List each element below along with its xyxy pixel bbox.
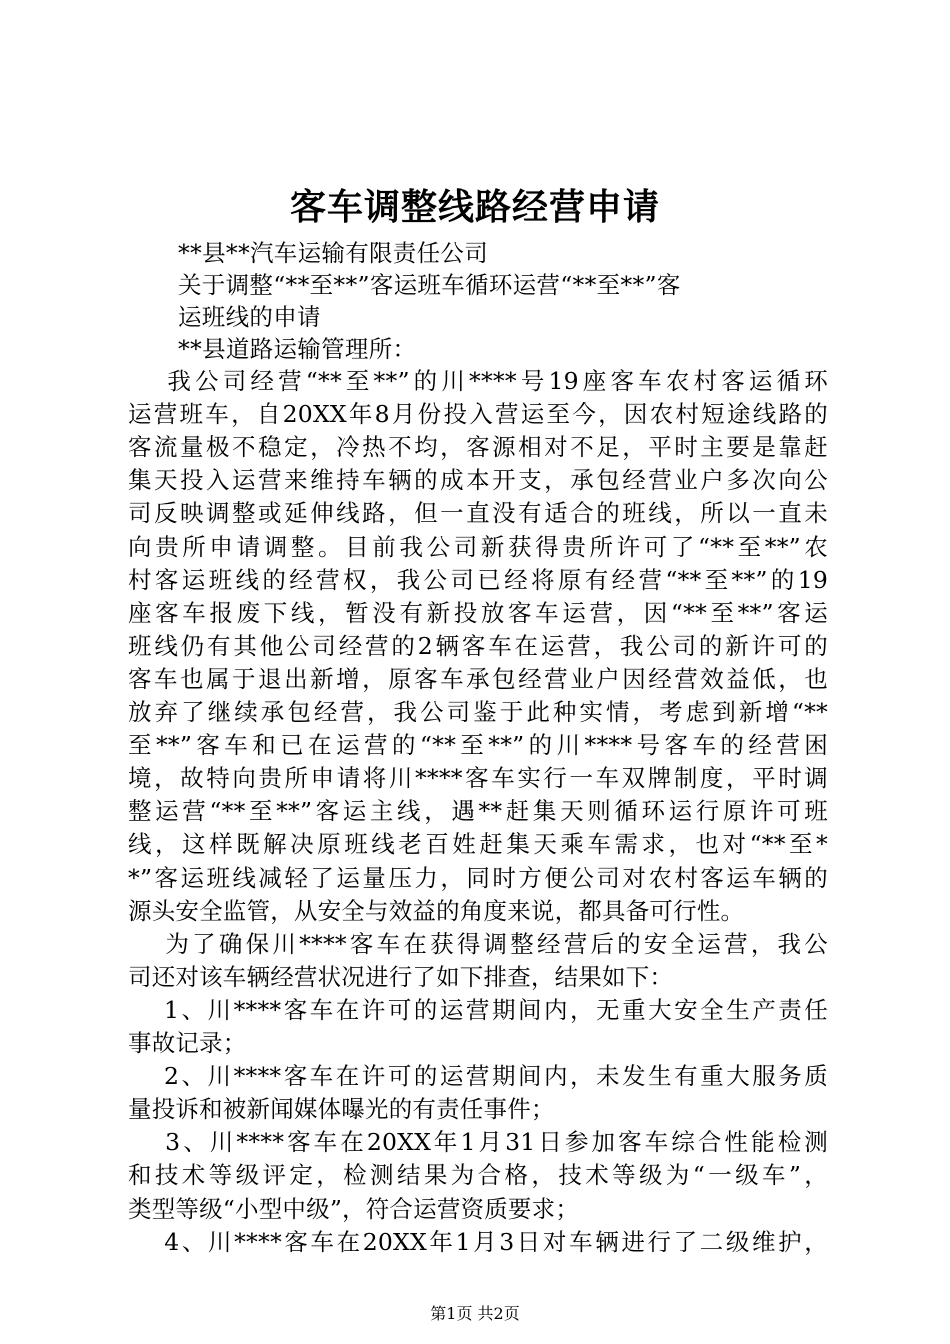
body-line: 境，故特向贵所申请将川****客车实行一车双牌制度，平时调: [128, 764, 828, 793]
body-line: *”客运班线减轻了运量压力，同时方便公司对农村客运车辆的: [128, 863, 828, 892]
body-line: 线，这样既解决原班线老百姓赶集天乘车需求，也对“**至*: [128, 830, 828, 859]
body-line: 4、川****客车在20XX年1月3日对车辆进行了二级维护，: [128, 1227, 828, 1256]
body-line: 和技术等级评定，检测结果为合格，技术等级为“一级车”，: [128, 1161, 828, 1190]
body-line: 放弃了继续承包经营，我公司鉴于此种实情，考虑到新增“**: [128, 698, 828, 726]
page-footer: 第1页 共2页: [430, 1304, 520, 1323]
body-line: 类型等级“小型中级”，符合运营资质要求；: [128, 1194, 580, 1223]
body-line: 向贵所申请调整。目前我公司新获得贵所许可了“**至**”农: [128, 532, 828, 561]
body-line: 3、川****客车在20XX年1月31日参加客车综合性能检测: [128, 1128, 828, 1157]
body-line: 源头安全监管，从安全与效益的角度来说，都具备可行性。: [128, 896, 745, 925]
body-line: 事故记录；: [128, 1029, 247, 1057]
body-line: 为了确保川****客车在获得调整经营后的安全运营，我公: [128, 929, 828, 958]
body-line: 运营班车，自20XX年8月份投入营运至今，因农村短途线路的: [128, 400, 828, 429]
body-line: 2、川****客车在许可的运营期间内，未发生有重大服务质: [128, 1062, 828, 1091]
body-line: 司反映调整或延伸线路，但一直没有适合的班线，所以一直未: [128, 499, 828, 528]
body-line: 量投诉和被新闻媒体曝光的有责任事件；: [128, 1095, 555, 1124]
body-line: 客车也属于退出新增，原客车承包经营业户因经营效益低，也: [128, 664, 828, 693]
body-line: 1、川****客车在许可的运营期间内，无重大安全生产责任: [128, 995, 828, 1024]
header-line: 关于调整“**至**”客运班车循环运营“**至**”客: [178, 271, 681, 299]
header-line: 运班线的申请: [178, 303, 321, 331]
body-line: 司还对该车辆经营状况进行了如下排查，结果如下：: [128, 962, 674, 991]
body-line: 村客运班线的经营权，我公司已经将原有经营“**至**”的19: [128, 565, 828, 594]
body-line: 整运营“**至**”客运主线，遇**赶集天则循环运行原许可班: [128, 797, 828, 826]
document-title: 客车调整线路经营申请: [289, 186, 660, 228]
body-line: 班线仍有其他公司经营的2辆客车在运营，我公司的新许可的: [128, 631, 828, 660]
body-line: 至**”客车和已在运营的“**至**”的川****号客车的经营困: [128, 731, 828, 760]
body-line: 座客车报废下线，暂没有新投放客车运营，因“**至**”客运: [128, 598, 828, 627]
body-line: 集天投入运营来维持车辆的成本开支，承包经营业户多次向公: [128, 466, 828, 495]
header-line: **县道路运输管理所：: [178, 335, 417, 363]
body-line: 客流量极不稳定，冷热不均，客源相对不足，平时主要是靠赶: [128, 433, 828, 462]
header-line: **县**汽车运输有限责任公司: [178, 239, 488, 267]
body-line: 我公司经营“**至**”的川****号19座客车农村客运循环: [128, 367, 828, 395]
